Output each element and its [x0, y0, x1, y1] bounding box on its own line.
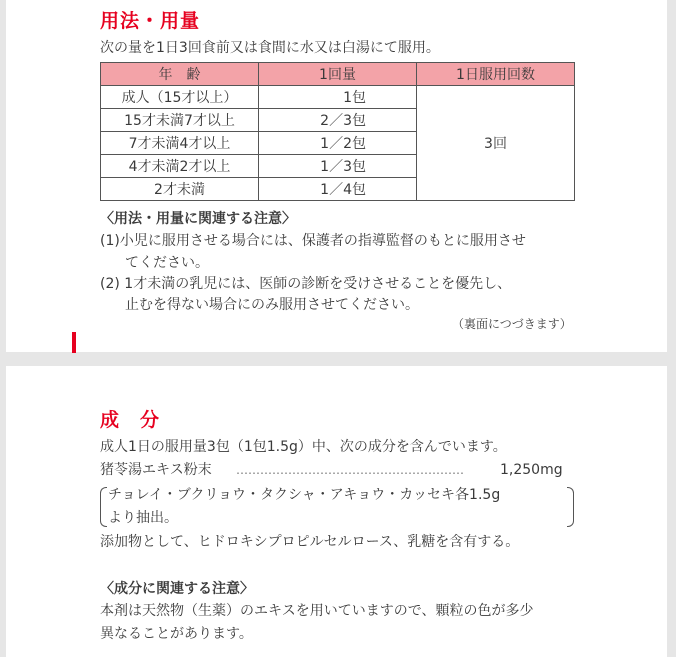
times-cell: 3回	[417, 86, 575, 201]
ingredients-intro: 成人1日の服用量3包（1包1.5g）中、次の成分を含んでいます。	[100, 439, 507, 455]
age-cell: 4才未満2才以上	[101, 155, 259, 178]
ingredients-note-line-1: 本剤は天然物（生薬）のエキスを用いていますので、顆粒の色が多少	[100, 603, 534, 619]
ingredient-leader-dots: …………………………………………………	[236, 463, 464, 477]
dosage-note-2-line-1: (2) 1才未満の乳児には、医師の診断を受けさせることを優先し、	[100, 276, 512, 292]
additives-text: 添加物として、ヒドロキシプロピルセルロース、乳糖を含有する。	[100, 534, 520, 550]
amount-cell: 2／3包	[259, 109, 417, 132]
ingredient-name: 猪苓湯エキス粉末	[100, 462, 212, 478]
continued-note: （裏面につづきます）	[452, 317, 572, 331]
age-cell: 成人（15才以上）	[101, 86, 259, 109]
header-amount: 1回量	[259, 63, 417, 86]
dosage-notes-heading: 〈用法・用量に関連する注意〉	[100, 211, 296, 227]
left-bracket	[100, 487, 107, 527]
amount-cell: 1／4包	[259, 178, 417, 201]
header-times: 1日服用回数	[417, 63, 575, 86]
header-age: 年 齢	[101, 63, 259, 86]
age-cell: 2才未満	[101, 178, 259, 201]
ingredients-notes-heading: 〈成分に関連する注意〉	[100, 581, 254, 597]
table-row	[101, 86, 575, 109]
amount-cell: 1／2包	[259, 132, 417, 155]
amount-cell: 1包	[259, 86, 417, 109]
dosage-note-2-line-2: 止むを得ない場合にのみ服用させてください。	[125, 297, 419, 313]
amount-cell: 1／3包	[259, 155, 417, 178]
dosage-title: 用法・用量	[100, 10, 201, 32]
herbs-line-1: チョレイ・ブクリョウ・タクシャ・アキョウ・カッセキ各1.5g	[108, 487, 501, 503]
right-bracket	[567, 487, 574, 527]
dosage-note-1-line-2: てください。	[125, 255, 209, 271]
dosage-table	[100, 62, 575, 201]
red-marker	[72, 332, 76, 353]
dosage-intro: 次の量を1日3回食前又は食間に水又は白湯にて服用。	[100, 40, 440, 56]
ingredients-title: 成 分	[100, 409, 161, 431]
ingredient-amount: 1,250mg	[500, 462, 563, 478]
herbs-line-2: より抽出。	[108, 510, 178, 526]
table-header-row	[101, 63, 575, 86]
age-cell: 7才未満4才以上	[101, 132, 259, 155]
ingredients-note-line-2: 異なることがあります。	[100, 626, 253, 642]
dosage-note-1-line-1: (1)小児に服用させる場合には、保護者の指導監督のもとに服用させ	[100, 233, 526, 249]
age-cell: 15才未満7才以上	[101, 109, 259, 132]
